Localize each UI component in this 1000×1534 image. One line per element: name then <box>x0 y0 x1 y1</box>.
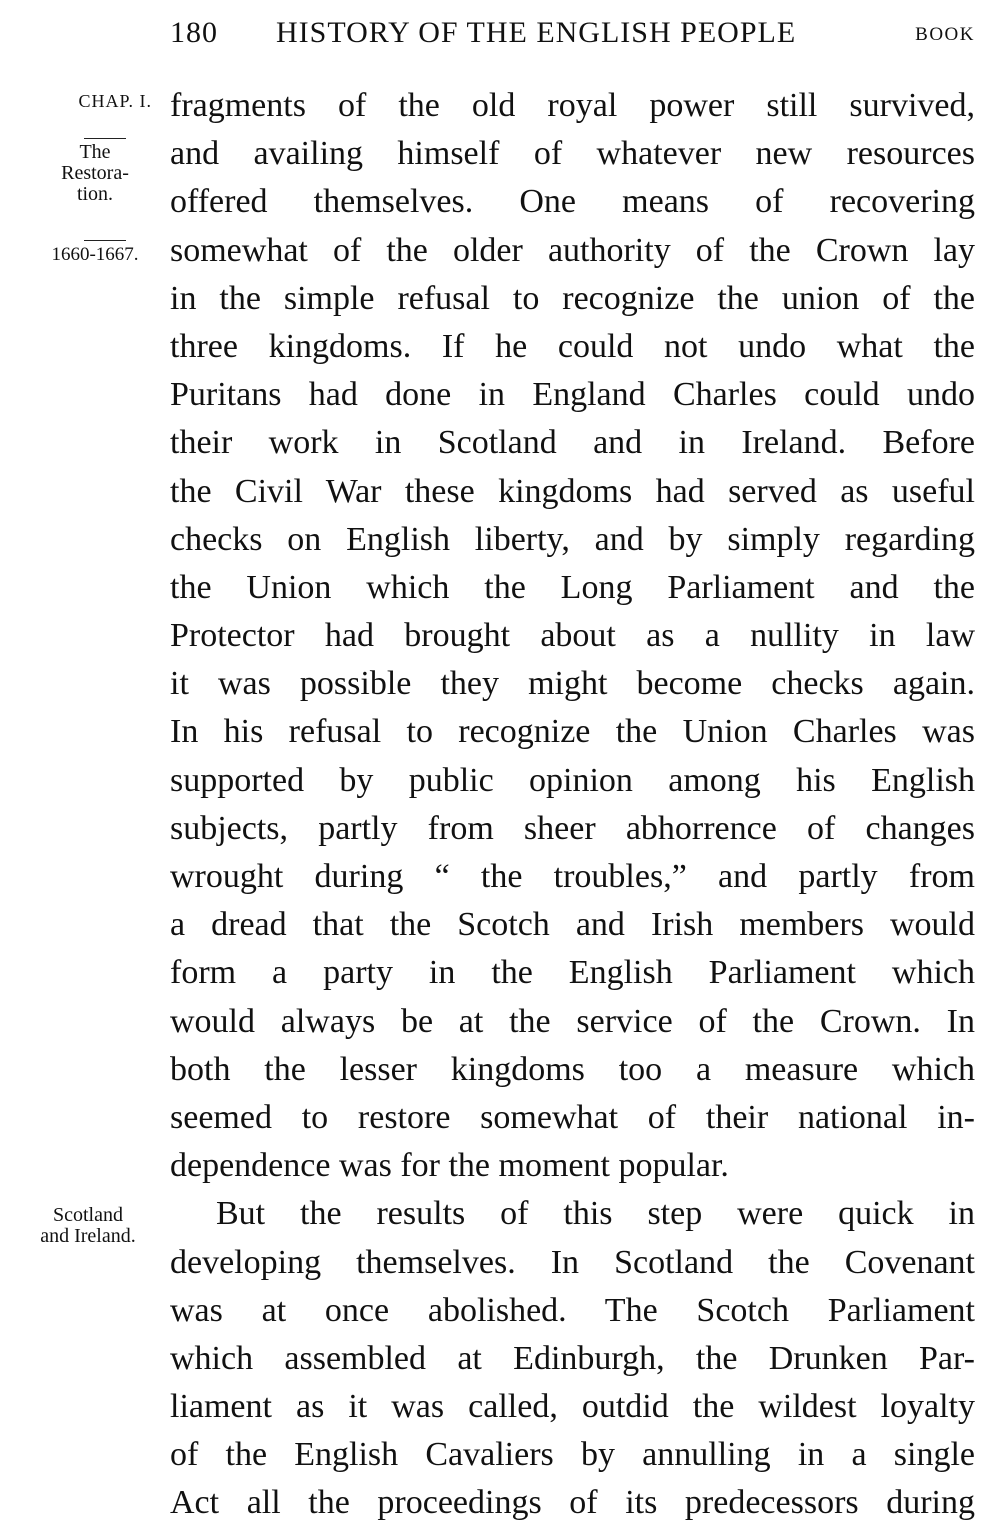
book-label: BOOK <box>915 24 975 45</box>
section-title-line: Restora- <box>61 162 129 184</box>
text-line: and availing himself of whatever new resources <box>170 135 975 173</box>
text-line: In his refusal to recognize the Union Charles was <box>170 713 975 751</box>
text-line: liament as it was called, outdid the wildest loyalty <box>170 1388 975 1426</box>
section-title-line: The <box>79 141 111 163</box>
scotland-note-line: Scotland <box>53 1204 123 1226</box>
text-line: in the simple refusal to recognize the union of the <box>170 279 975 317</box>
text-line: the Union which the Long Parliament and the <box>170 568 975 606</box>
text-line: offered themselves. One means of recovering <box>170 183 975 221</box>
text-line: the Civil War these kingdoms had served as useful <box>170 472 975 510</box>
text-line: developing themselves. In Scotland the Covenant <box>170 1243 975 1281</box>
text-line: form a party in the English Parliament which <box>170 954 975 992</box>
text-line: their work in Scotland and in Ireland. Before <box>170 424 975 462</box>
section-marginal-note <box>30 132 160 205</box>
text-line: Puritans had done in England Charles could undo <box>170 376 975 414</box>
text-line: somewhat of the older authority of the Crown lay <box>170 231 975 269</box>
text-line: subjects, partly from sheer abhorrence of changes <box>170 809 975 847</box>
text-line: three kingdoms. If he could not undo what the <box>170 327 975 365</box>
text-line: wrought during “ the troubles,” and partly from <box>170 858 975 895</box>
section-title-line: tion. <box>76 183 114 205</box>
text-line: it was possible they might become checks again. <box>170 665 975 703</box>
text-line: fragments of the old royal power still survived, <box>170 87 975 124</box>
chapter-label: CHAP. I. <box>78 91 152 111</box>
marginal-rule-bottom <box>84 240 126 241</box>
paragraph-end-line: dependence was for the moment popular. <box>170 1147 729 1185</box>
text-line: a dread that the Scotch and Irish members would <box>170 906 975 944</box>
text-line: which assembled at Edinburgh, the Drunken Par- <box>170 1339 975 1377</box>
scotland-marginal-note <box>18 1205 158 1247</box>
body-text <box>170 82 975 1528</box>
scotland-note-line: and Ireland. <box>40 1225 136 1247</box>
text-line: supported by public opinion among his English <box>170 761 975 799</box>
dates-marginal-note <box>30 240 160 265</box>
running-title: HISTORY OF THE ENGLISH PEOPLE <box>276 16 797 49</box>
running-header <box>170 10 975 54</box>
text-line: seemed to restore somewhat of their national in- <box>170 1098 975 1136</box>
text-line: of the English Cavaliers by annulling in a single <box>170 1436 975 1474</box>
text-line: both the lesser kingdoms too a measure which <box>170 1050 975 1088</box>
text-line: Protector had brought about as a nullity in law <box>170 617 975 655</box>
dates-label: 1660-1667. <box>51 244 139 265</box>
text-line: checks on English liberty, and by simply regarding <box>170 520 975 558</box>
marginal-rule-top <box>84 138 126 139</box>
text-line: Act all the proceedings of its predecessors during <box>170 1484 975 1522</box>
text-line: would always be at the service of the Crown. In <box>170 1002 975 1040</box>
page-number: 180 <box>170 16 218 49</box>
paragraph-start-line: But the results of this step were quick in <box>216 1195 975 1233</box>
chapter-marginal-note <box>22 92 152 111</box>
text-line: was at once abolished. The Scotch Parliament <box>170 1291 975 1329</box>
